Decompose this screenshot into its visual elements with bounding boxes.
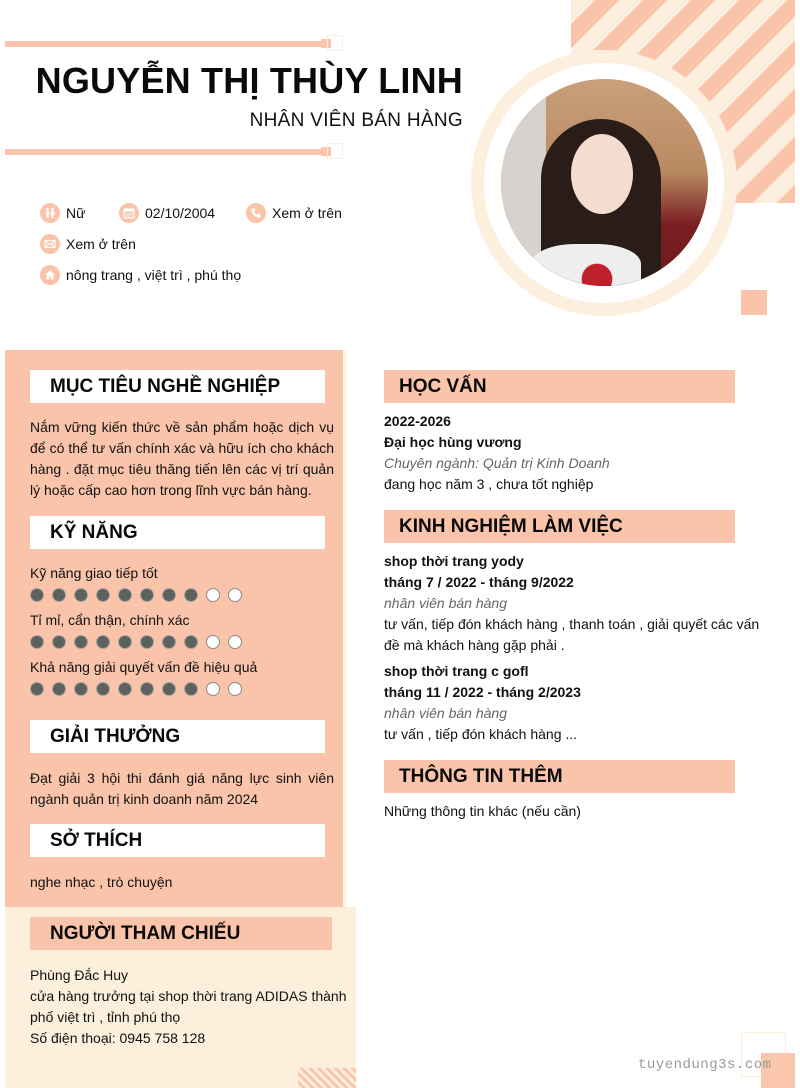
rating-dot-empty bbox=[206, 635, 220, 649]
experience-description: tư vấn , tiếp đón khách hàng ... bbox=[384, 726, 578, 742]
skill-rating bbox=[30, 588, 242, 602]
skill-rating bbox=[30, 682, 242, 696]
contact-birthday bbox=[119, 203, 215, 223]
skill-label: Kỹ năng giao tiếp tốt bbox=[30, 565, 158, 581]
email-value[interactable]: Xem ở trên bbox=[66, 236, 136, 252]
rating-dot-filled bbox=[30, 635, 44, 649]
reference-location: phố việt trì , tỉnh phú thọ bbox=[30, 1009, 181, 1025]
contact-gender bbox=[40, 203, 85, 223]
rating-dot-empty bbox=[206, 588, 220, 602]
reference-heading: NGƯỜI THAM CHIẾU bbox=[30, 917, 332, 950]
header-top-line-box bbox=[327, 35, 343, 51]
reference-phone: Số điện thoại: 0945 758 128 bbox=[30, 1030, 206, 1046]
profile-photo bbox=[501, 79, 708, 286]
rating-dot-filled bbox=[118, 588, 132, 602]
rating-dot-filled bbox=[52, 682, 66, 696]
reference-name: Phùng Đắc Huy bbox=[30, 967, 129, 983]
hobbies-heading: SỞ THÍCH bbox=[30, 824, 325, 857]
experience-company: shop thời trang c gofl bbox=[384, 663, 529, 679]
contact-email bbox=[40, 234, 136, 254]
education-status: đang học năm 3 , chưa tốt nghiệp bbox=[384, 476, 594, 492]
rating-dot-filled bbox=[162, 588, 176, 602]
rating-dot-filled bbox=[74, 588, 88, 602]
rating-dot-empty bbox=[228, 682, 242, 696]
experience-period: tháng 7 / 2022 - tháng 9/2022 bbox=[384, 574, 574, 590]
education-period: 2022-2026 bbox=[384, 413, 451, 429]
reference-decorative-stripes bbox=[298, 1068, 356, 1088]
rating-dot-empty bbox=[228, 588, 242, 602]
rating-dot-filled bbox=[52, 635, 66, 649]
rating-dot-filled bbox=[118, 682, 132, 696]
skills-heading: KỸ NĂNG bbox=[30, 516, 325, 549]
experience-role: nhân viên bán hàng bbox=[384, 705, 507, 721]
rating-dot-filled bbox=[140, 635, 154, 649]
home-icon bbox=[40, 265, 60, 285]
objective-text: Nắm vững kiến thức về sản phẩm hoặc dịch vụ để có thể tư vấn chính xác và hữu ích cho khách hàng . đặt mục tiêu thăng tiến lên các vị trí quản lý hoặc cấp cao hơn trong lĩnh vực bán hàng. bbox=[30, 419, 334, 498]
rating-dot-filled bbox=[162, 635, 176, 649]
experience-role: nhân viên bán hàng bbox=[384, 595, 507, 611]
contact-address bbox=[40, 265, 241, 285]
rating-dot-filled bbox=[184, 682, 198, 696]
phone-icon bbox=[246, 203, 266, 223]
education-school: Đại học hùng vương bbox=[384, 434, 522, 450]
header-bottom-line-box bbox=[327, 143, 343, 159]
rating-dot-filled bbox=[184, 635, 198, 649]
watermark: tuyendung3s.com bbox=[638, 1057, 772, 1073]
rating-dot-empty bbox=[206, 682, 220, 696]
header-top-line bbox=[5, 41, 323, 47]
experience-heading: KINH NGHIỆM LÀM VIỆC bbox=[384, 510, 735, 543]
experience-period: tháng 11 / 2022 - tháng 2/2023 bbox=[384, 684, 581, 700]
rating-dot-filled bbox=[140, 682, 154, 696]
rating-dot-filled bbox=[96, 682, 110, 696]
rating-dot-filled bbox=[30, 682, 44, 696]
job-title: NHÂN VIÊN BÁN HÀNG bbox=[249, 110, 463, 131]
rating-dot-filled bbox=[52, 588, 66, 602]
rating-dot-filled bbox=[74, 635, 88, 649]
skill-label: Tỉ mỉ, cẩn thận, chính xác bbox=[30, 612, 190, 628]
candidate-name: NGUYỄN THỊ THÙY LINH bbox=[35, 60, 463, 101]
rating-dot-empty bbox=[228, 635, 242, 649]
email-icon bbox=[40, 234, 60, 254]
education-heading: HỌC VẤN bbox=[384, 370, 735, 403]
rating-dot-filled bbox=[30, 588, 44, 602]
hobbies-text: nghe nhạc , trò chuyện bbox=[30, 874, 173, 890]
experience-company: shop thời trang yody bbox=[384, 553, 524, 569]
experience-description: tư vấn, tiếp đón khách hàng , thanh toán , giải quyết các vấn đề mà khách hàng gặp phải . bbox=[384, 616, 760, 653]
awards-heading: GIẢI THƯỞNG bbox=[30, 720, 325, 753]
birthday-value: 02/10/2004 bbox=[145, 205, 216, 221]
contact-phone bbox=[246, 203, 342, 223]
additional-text: Những thông tin khác (nếu cần) bbox=[384, 803, 581, 819]
phone-value[interactable]: Xem ở trên bbox=[272, 205, 342, 221]
rating-dot-filled bbox=[96, 635, 110, 649]
gender-icon bbox=[40, 203, 60, 223]
calendar-icon bbox=[119, 203, 139, 223]
rating-dot-filled bbox=[96, 588, 110, 602]
skill-rating bbox=[30, 635, 242, 649]
gender-value: Nữ bbox=[66, 205, 86, 221]
education-major: Chuyên ngành: Quản trị Kinh Doanh bbox=[384, 455, 610, 471]
rating-dot-filled bbox=[118, 635, 132, 649]
reference-position: cửa hàng trưởng tại shop thời trang ADIDAS thành bbox=[30, 988, 347, 1004]
decorative-square bbox=[741, 290, 767, 315]
skill-label: Khả năng giải quyết vấn đề hiệu quả bbox=[30, 659, 258, 675]
header-bottom-line bbox=[5, 149, 323, 155]
rating-dot-filled bbox=[184, 588, 198, 602]
photo-face bbox=[571, 134, 633, 214]
objective-heading: MỤC TIÊU NGHỀ NGHIỆP bbox=[30, 370, 325, 403]
photo-flowers bbox=[531, 244, 641, 286]
rating-dot-filled bbox=[74, 682, 88, 696]
address-value: nông trang , việt trì , phú thọ bbox=[66, 267, 242, 283]
rating-dot-filled bbox=[140, 588, 154, 602]
awards-text: Đạt giải 3 hội thi đánh giá năng lực sinh viên ngành quản trị kinh doanh năm 2024 bbox=[30, 770, 334, 807]
rating-dot-filled bbox=[162, 682, 176, 696]
additional-heading: THÔNG TIN THÊM bbox=[384, 760, 735, 793]
